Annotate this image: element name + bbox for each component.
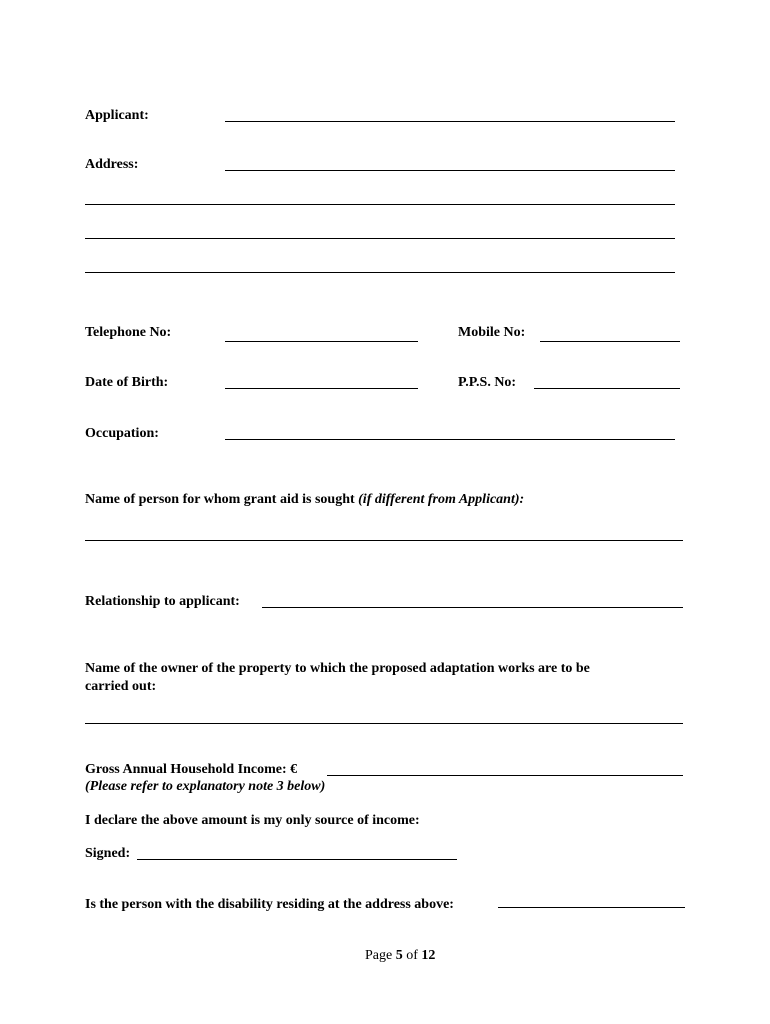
address-field-line-4[interactable] — [85, 272, 675, 273]
dob-label: Date of Birth: — [85, 375, 169, 390]
declare-text: I declare the above amount is my only source of income: — [85, 813, 420, 828]
mobile-label: Mobile No: — [458, 325, 526, 340]
pps-field[interactable] — [534, 388, 680, 389]
telephone-field[interactable] — [225, 341, 418, 342]
applicant-label: Applicant: — [85, 108, 149, 123]
of-word: of — [406, 948, 418, 963]
income-field[interactable] — [327, 775, 683, 776]
mobile-field[interactable] — [540, 341, 680, 342]
address-label: Address: — [85, 157, 139, 172]
relationship-label: Relationship to applicant: — [85, 594, 240, 609]
address-field-line-3[interactable] — [85, 238, 675, 239]
owner-label-line-2: carried out: — [85, 679, 157, 694]
owner-label-line-1: Name of the owner of the property to which the proposed adaptation works are to be — [85, 661, 590, 676]
occupation-field[interactable] — [225, 439, 675, 440]
applicant-field[interactable] — [225, 121, 675, 122]
grant-person-label-text: Name of person for whom grant aid is sought — [85, 492, 355, 507]
signature-field[interactable] — [137, 859, 457, 860]
pps-label: P.P.S. No: — [458, 375, 517, 390]
residing-field[interactable] — [498, 907, 685, 908]
residing-label: Is the person with the disability residing at the address above: — [85, 897, 454, 912]
dob-field[interactable] — [225, 388, 418, 389]
page-total: 12 — [421, 948, 436, 963]
owner-field[interactable] — [85, 723, 683, 724]
address-field-line-1[interactable] — [225, 170, 675, 171]
page-word: Page — [365, 948, 393, 963]
telephone-label: Telephone No: — [85, 325, 172, 340]
occupation-label: Occupation: — [85, 426, 159, 441]
signed-label: Signed: — [85, 846, 131, 861]
relationship-field[interactable] — [262, 607, 683, 608]
page-current: 5 — [395, 948, 403, 963]
address-field-line-2[interactable] — [85, 204, 675, 205]
income-label: Gross Annual Household Income: € — [85, 762, 298, 777]
income-note: (Please refer to explanatory note 3 below) — [85, 779, 326, 794]
grant-person-field[interactable] — [85, 540, 683, 541]
page-footer — [365, 948, 435, 964]
grant-person-label — [85, 492, 524, 508]
grant-person-note: (if different from Applicant): — [358, 492, 525, 507]
